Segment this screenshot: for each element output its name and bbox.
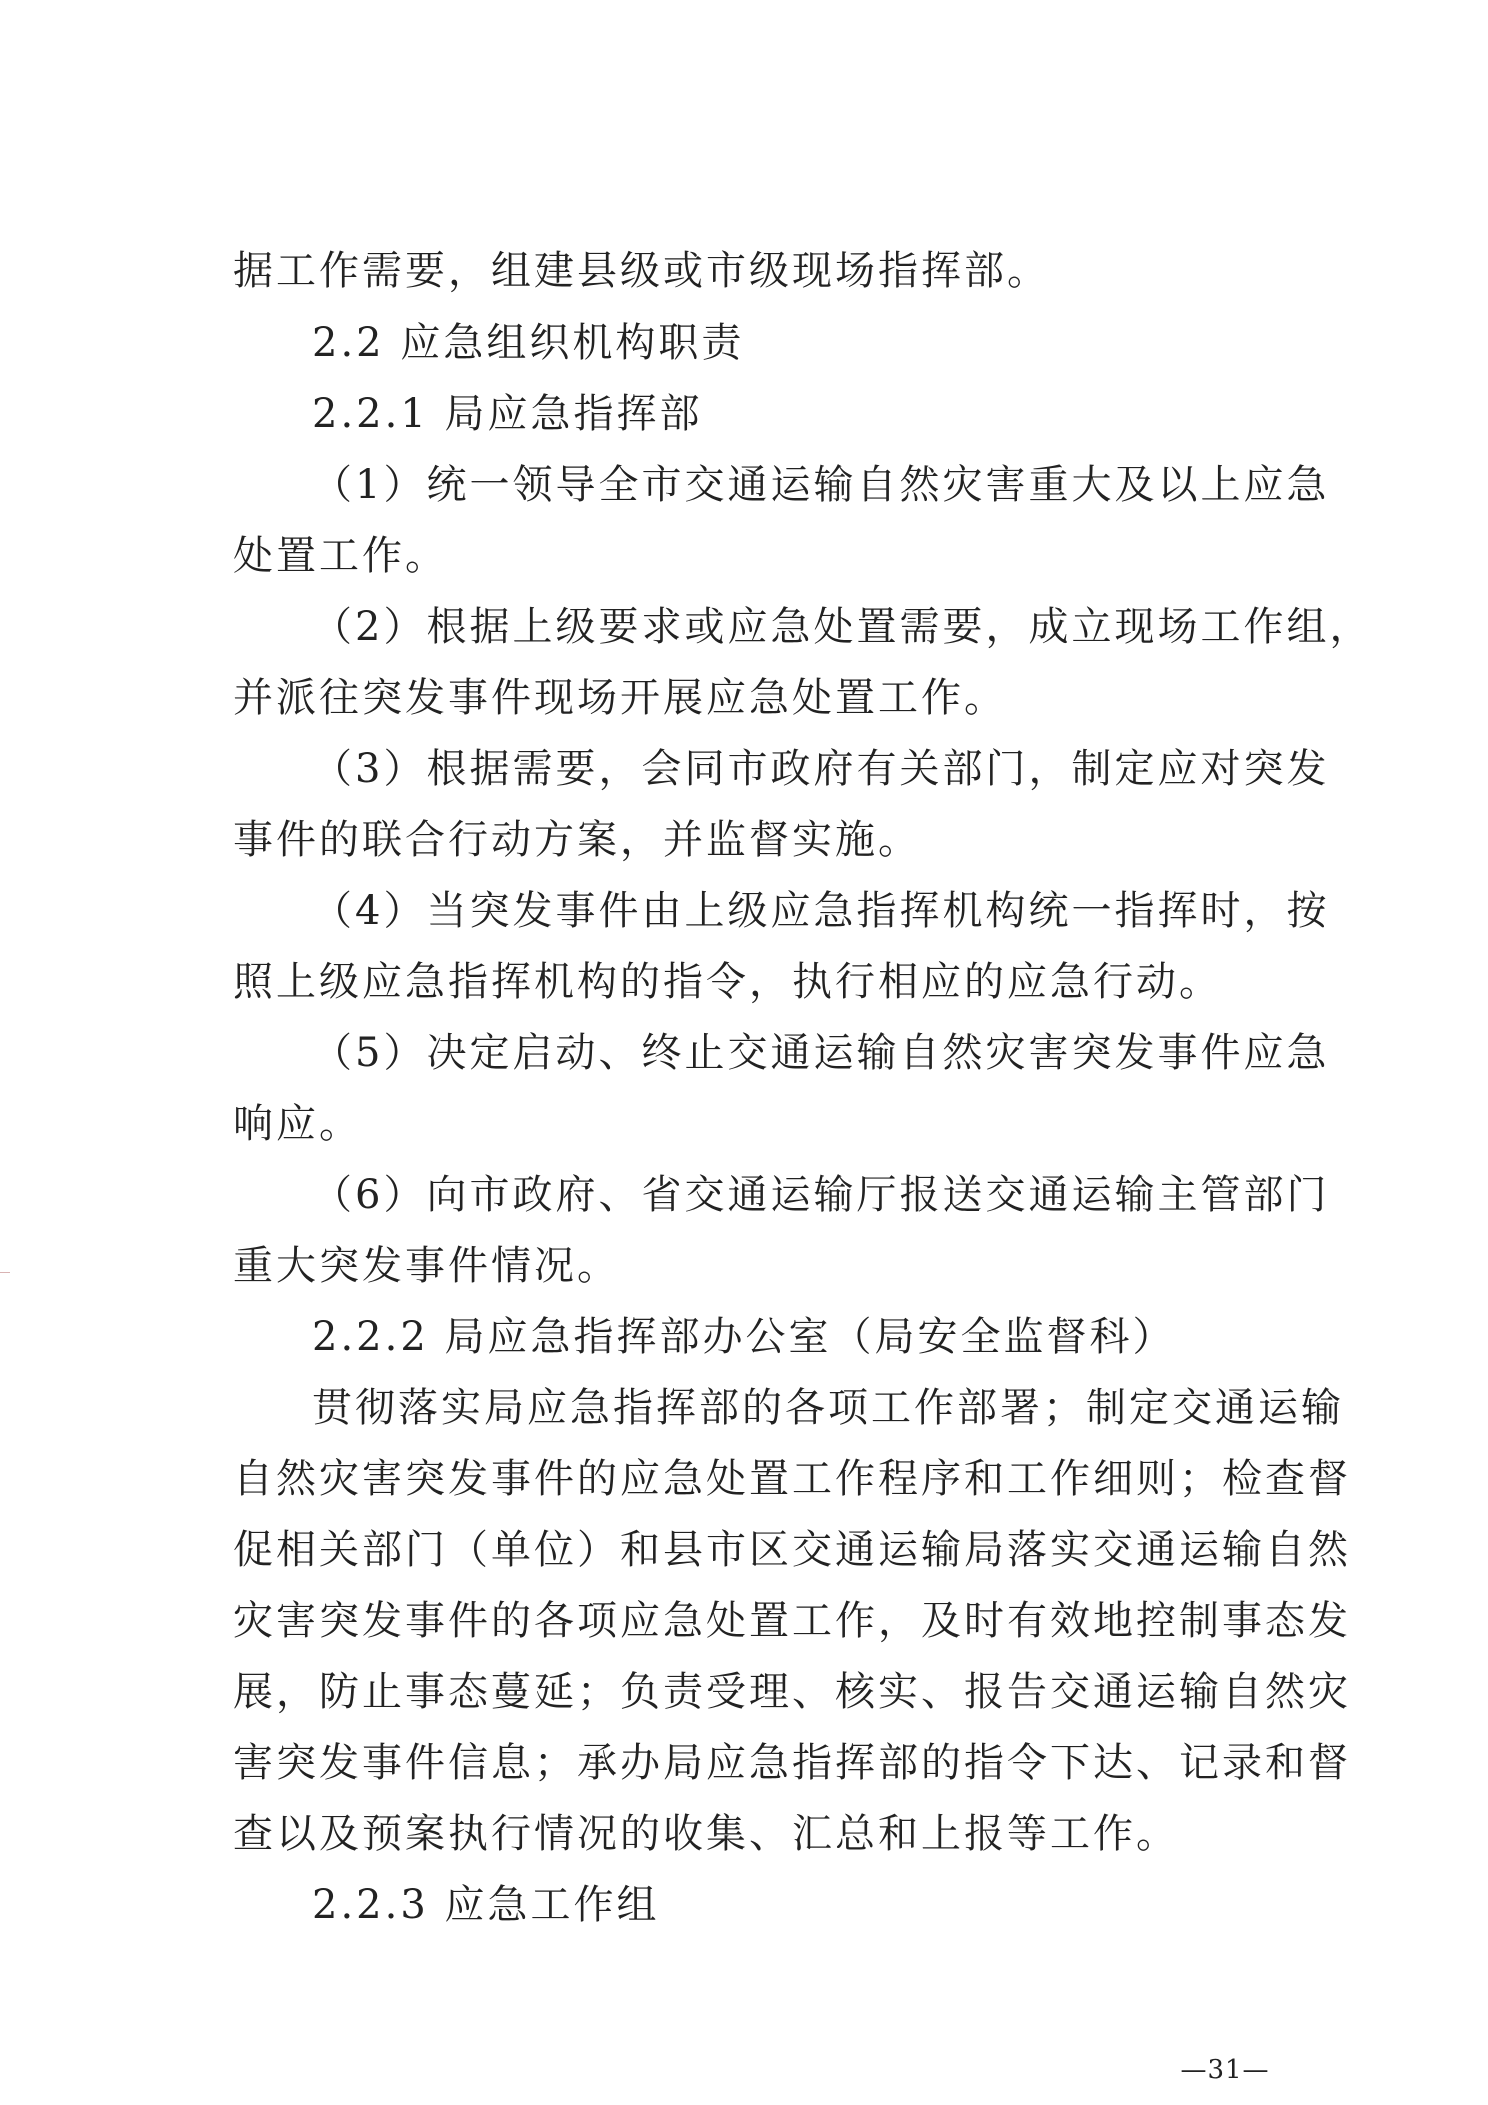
body-text-line: 据工作需要，组建县级或市级现场指挥部。 xyxy=(233,248,1050,294)
body-text-line: 自然灾害突发事件的应急处置工作程序和工作细则；检查督 xyxy=(233,1456,1351,1502)
body-text-line: 灾害突发事件的各项应急处置工作，及时有效地控制事态发 xyxy=(233,1598,1351,1644)
body-text-line: （5）决定启动、终止交通运输自然灾害突发事件应急 xyxy=(312,1030,1330,1076)
subsection-heading: 2.2.2 局应急指挥部办公室（局安全监督科） xyxy=(312,1314,1176,1360)
body-text-line: 处置工作。 xyxy=(233,533,448,579)
body-text-line: 害突发事件信息；承办局应急指挥部的指令下达、记录和督 xyxy=(233,1740,1351,1786)
body-text-line: 照上级应急指挥机构的指令，执行相应的应急行动。 xyxy=(233,959,1222,1005)
subsection-heading: 2.2.3 应急工作组 xyxy=(312,1882,660,1928)
body-text-line: 事件的联合行动方案，并监督实施。 xyxy=(233,817,921,863)
body-text-line: 重大突发事件情况。 xyxy=(233,1243,620,1289)
body-text-line: 查以及预案执行情况的收集、汇总和上报等工作。 xyxy=(233,1811,1179,1857)
subsection-heading: 2.2.1 局应急指挥部 xyxy=(312,391,703,437)
margin-mark xyxy=(0,1272,10,1273)
body-text-line: 并派往突发事件现场开展应急处置工作。 xyxy=(233,675,1007,721)
body-text-line: （2）根据上级要求或应急处置需要，成立现场工作组， xyxy=(312,604,1373,650)
body-text-line: （6）向市政府、省交通运输厅报送交通运输主管部门 xyxy=(312,1172,1330,1218)
body-text-line: 贯彻落实局应急指挥部的各项工作部署；制定交通运输 xyxy=(312,1385,1344,1431)
body-text-line: （4）当突发事件由上级应急指挥机构统一指挥时，按 xyxy=(312,888,1330,934)
body-text-line: （1）统一领导全市交通运输自然灾害重大及以上应急 xyxy=(312,462,1330,508)
section-heading: 2.2 应急组织机构职责 xyxy=(312,320,745,366)
body-text-line: （3）根据需要，会同市政府有关部门，制定应对突发 xyxy=(312,746,1330,792)
body-text-line: 响应。 xyxy=(233,1101,362,1147)
body-text-line: 展，防止事态蔓延；负责受理、核实、报告交通运输自然灾 xyxy=(233,1669,1351,1715)
body-text-line: 促相关部门（单位）和县市区交通运输局落实交通运输自然 xyxy=(233,1527,1351,1573)
page-number: —31— xyxy=(1180,2055,1270,2085)
